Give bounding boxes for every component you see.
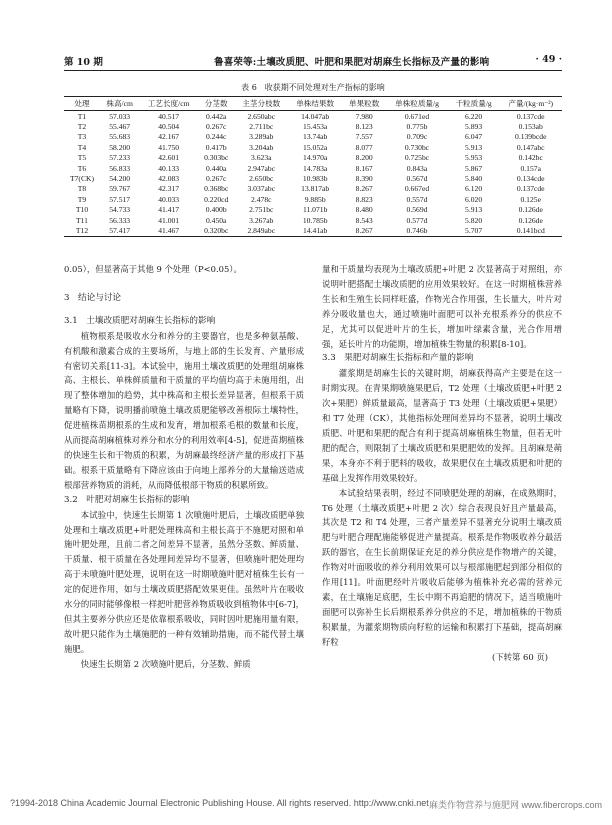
table-cell: 0.244c [205,132,227,142]
table-cell: 40.033 [158,194,180,204]
table-cell: 40.517 [158,111,180,121]
table-cell: T4 [77,142,87,152]
table-cell: 0.267c [205,174,227,184]
table-cell: 0.843a [406,163,428,173]
table-cell: 2.947abc [247,163,276,173]
table-cell: 5.867 [465,163,483,173]
column-header: 主茎分枝数 [234,97,288,111]
table-cell: 54.733 [109,205,131,215]
table-cell: 5.820 [465,215,483,225]
section-heading: 3 结论与讨论 [64,292,122,303]
table-cell: 42.317 [158,184,180,194]
table-row [64,121,562,131]
table-cell: 8.267 [355,184,373,194]
table-row [64,142,562,152]
table-cell: 10.785b [302,215,328,225]
table-cell: 2.650abc [247,111,276,121]
watermark-text: 麻类作物营养与施肥网 www.fibercrops.com [428,800,602,810]
table-cell: T10 [75,205,89,215]
column-header: 千粒质量/g [448,97,500,111]
table-cell: 13.74ab [303,132,328,142]
table-cell: 11.071b [302,205,328,215]
column-header: 工艺长度/cm [139,97,198,111]
table-cell: 40.504 [158,122,180,132]
table-cell: 6.020 [465,194,483,204]
table-row [64,225,562,236]
paragraph: 快速生长期第 2 次喷施叶肥后，分茎数、鲜质 [80,658,251,669]
table-cell: 3.267ab [249,215,274,225]
table-cell: 0.567d [406,174,428,184]
right-column [322,262,562,664]
table-cell: 15.453a [303,122,328,132]
page-footer [10,798,602,808]
table-cell: T2 [77,122,87,132]
table-cell: 0.577d [406,215,428,225]
table-cell: 0.746b [386,225,447,236]
table-row [64,184,562,194]
table-cell: 0.320bc [198,225,234,236]
table-row [64,153,562,163]
table-cell: 40.133 [158,163,180,173]
table-cell: 2.751bc [249,205,274,215]
table-cell: 42.601 [158,153,180,163]
table-cell: T3 [77,132,87,142]
table-cell: 0.450a [205,215,227,225]
table-cell: 5.840 [465,174,483,184]
column-header: 株高/cm [100,97,139,111]
table-header-row [64,97,562,111]
table-cell: 14.047ab [301,111,330,121]
column-header: 分茎数 [198,97,234,111]
table-cell: 0.400b [205,205,227,215]
table-cell: 0.709c [406,132,428,142]
table-cell: 9.885b [304,194,326,204]
table-cell: 8.823 [355,194,373,204]
table-cell: 3.289ab [249,132,274,142]
table-cell: 2.711bc [249,122,274,132]
column-header: 单株粒质量/g [386,97,447,111]
table-cell: 7.980 [355,111,373,121]
table-cell: 5.893 [465,122,483,132]
table-cell: 41.417 [158,205,180,215]
table-cell: 8.167 [355,163,373,173]
table-cell: 0.442a [205,111,227,121]
table-cell: 0.137cde [516,111,545,121]
table-cell: 0.730bc [404,142,430,152]
table-cell: 13.817ab [301,184,330,194]
subsection-heading: 3.3 果肥对胡麻生长指标和产量的影响 [322,353,474,364]
table-cell: 10.983b [302,174,328,184]
table-row [64,215,562,225]
table-cell: 0.142bc [518,153,543,163]
table-cell: 57.517 [109,194,131,204]
table-cell: 14.783a [303,163,328,173]
paragraph: 植物根系是吸收水分和养分的主要器官，也是多种氨基酸、有机酸和激素合成的主要场所，与地上部的生长发育、产量形成有密切关系[11-3]。本试验中，施用土壤改质肥的处理组胡麻株高、主根长、单株鲜质量和干质量的平均值均高于未施用组，出现了整体增加的趋势，其中株高和主根长差异显著，但根系干质量略有下降，说明播前喷施土壤改质肥能够改善根际土壤特性，促进植株苗期根系的生成和发育，增加根系毛根的数量和长度，从而提高胡麻植株对养分和水分的利用效率[4-5]，促进苗期植株的快速生长和干物质的积累，为胡麻最终经济产量的形成打下基础。根系干质量略有下降应该由于向地上部养分的大量输送造成根部营养物质的消耗，从而降低根部干物质的积累所致。 [64,330,304,490]
table-cell: 57.233 [109,153,131,163]
table-cell: 55.467 [109,122,131,132]
table-row [64,173,562,183]
table-cell: 41.001 [158,215,180,225]
table-cell: 6.120 [465,184,483,194]
table-cell: 55.683 [109,132,131,142]
running-title: 鲁喜荣等:土壤改质肥、叶肥和果肥对胡麻生长指标及产量的影响 [214,57,490,68]
table-cell: 58.200 [109,142,131,152]
continuation-note: (下转第 60 页) [491,651,548,662]
table-cell: 5.707 [448,225,500,236]
table-cell: 0.153ab [518,122,543,132]
table-cell: 0.368bc [204,184,229,194]
table-row [64,205,562,215]
table-cell: 2.478c [251,194,272,204]
table-cell: 56.333 [109,215,131,225]
table-cell: 14.41ab [288,225,342,236]
table-cell: 5.913 [465,142,483,152]
table-cell: 3.037abc [247,184,276,194]
table-cell: 0.147abc [516,142,545,152]
table-cell: 8.267 [342,225,386,236]
table-cell: 42.167 [158,132,180,142]
table-row [64,132,562,142]
paragraph: 本试验结果表明，经过不同喷肥处理的胡麻，在成熟期时，T6 处理（土壤改质肥+叶肥 2 次）综合表现良好且产量最高，其次是 T2 和 T4 处理，三者产量差异不显著充分说明土壤改质肥与叶肥合理配施能够促进产量提高。根系是作物吸收养分最活跃的器官，在生长前期保证充足的养分供应是作物增产的关键，作物对叶面吸收的养分利用效果可以与根部施肥起到部分相似的作用[11]。叶面肥经叶片吸收后能够为植株补充必需的营养元素，在土壤施足底肥，生长中期不再追肥的情况下，适当喷施叶面肥可以弥补生长后期根系养分供应的不足，增加植株的干物质积累量，为灌浆期物质向籽粒的运输和积累打下基础，提高胡麻籽粒 [322,487,562,647]
page-number: · 49 · [535,54,562,65]
table-cell: 8.077 [355,142,373,152]
table-cell: 5.913 [465,205,483,215]
table-cell: 0.125e [520,194,541,204]
table-cell: 15.052a [303,142,328,152]
table-cell: 8.200 [355,153,373,163]
table-cell: 0.303bc [204,153,229,163]
table-cell: 8.480 [355,205,373,215]
table-cell: 0.134cde [516,174,545,184]
header-rule [64,70,562,71]
copyright-text: ?1994-2018 China Academic Journal Electronic Publishing House. All rights reserved. http://www.cnki.net [10,798,429,808]
table-cell: T11 [76,215,88,225]
table-cell: 59.767 [109,184,131,194]
table-cell: 41.467 [139,225,198,236]
results-table [64,96,562,237]
table-cell: 6.047 [465,132,483,142]
table-cell: 57.033 [109,111,131,121]
table-cell: 41.750 [158,142,180,152]
table-cell: 0.417b [205,142,227,152]
table-cell: 0.671ed [404,111,430,121]
table-cell: 56.833 [109,163,131,173]
table-cell: 0.220cd [204,194,229,204]
left-column [64,262,304,672]
table-cell: T7(CK) [69,174,95,184]
paragraph: 0.05），但显著高于其他 9 个处理（P<0.05）。 [64,264,242,274]
table-cell: 0.557d [406,194,428,204]
column-header: 产量/(kg·m⁻²) [499,97,562,111]
table-cell: 54.200 [109,174,131,184]
table-cell: 3.204ab [249,142,274,152]
table-cell: T6 [77,163,87,173]
table-cell: 3.623a [251,153,272,163]
table-cell: T9 [77,194,87,204]
table-cell: 0.157a [520,163,541,173]
table-row [64,163,562,173]
paragraph: 灌浆期是胡麻生长的关键时期，胡麻获得高产主要是在这一时期实现。在青果期喷施果肥后，T2 处理（土壤改质肥+叶肥 2 次+果肥）鲜质量最高，显著高于 T3 处理（土壤改质肥+果肥）和 T7 处理（CK），其他指标处理间差异均不显著，说明土壤改质肥、叶肥和果肥的配合有利于提高胡麻植株生物量，但若无叶肥的配合，则限制了土壤改质肥和果肥肥效的发挥。且胡麻是蒴果，本身亦不利于肥料的吸收，故果肥仅在土壤改质肥和叶肥的基础上发挥作用效果较好。 [322,368,562,483]
column-header: 单果粒数 [342,97,386,111]
paragraph: 本试验中，快速生长期第 1 次喷施叶肥后，土壤改质肥单独处理和土壤改质肥+叶肥处理株高和主根长高于不施肥对照和单施叶肥处理，且前二者之间差异不显著，虽然分茎数、鲜质量、干质量、根干质量在各处理间差异均不显著，但喷施叶肥处理均高于未喷施叶肥处理，说明在这一时期喷施叶肥对植株生长有一定的促进作用，如与土壤改质肥搭配效果更佳。虽然叶片在吸收水分的同时能够像根一样把叶肥营养物质吸收到植物体中[6-7]，但其主要养分供应还是依靠根系吸收，同时因叶肥施用量有限，故叶肥只能作为土壤施肥的一种有效辅助措施，而不能代替土壤施肥。 [64,509,304,654]
table-row [64,111,562,122]
subsection-heading: 3.1 土壤改质肥对胡麻生长指标的影响 [64,315,216,326]
table-cell: 0.725bc [404,153,430,163]
column-header: 单株结果数 [288,97,342,111]
paragraph: 量和干质量均表现为土壤改质肥+叶肥 2 次显著高于对照组，亦说明叶肥搭配土壤改质肥的应用效果较好。在这一时期植株营养生长和生殖生长同样旺盛，作物光合作用强，生长量大，叶片对养分吸收量也大，通过喷施叶面肥可以补充根系养分的供应不足，尤其可以促进叶片的生长，增加叶绿素含量，光合作用增强，延长叶片的功能期，增加植株生物量的积累[8-10]。 [322,264,562,349]
table-cell: 2.849abc [234,225,288,236]
table-cell: 42.083 [158,174,180,184]
table-cell: 0.440a [205,163,227,173]
table-cell: 7.557 [355,132,373,142]
table-cell: 0.137cde [516,184,545,194]
issue-number: 第 10 期 [64,57,103,68]
table-cell: 0.569d [406,205,428,215]
table-cell: 5.953 [465,153,483,163]
table-cell: T8 [77,184,87,194]
table-cell: 0.139bcde [515,132,547,142]
table-cell: T12 [64,225,100,236]
table-cell: 8.390 [355,174,373,184]
table-cell: 57.417 [100,225,139,236]
table-cell: 0.667ed [404,184,430,194]
table-cell: T5 [77,153,87,163]
table-cell: 14.970a [303,153,328,163]
table-caption: 表 6 收获期不同处理对生产指标的影响 [241,83,385,92]
table-cell: 0.267c [205,122,227,132]
table-cell: 0.126de [518,205,543,215]
table-cell: T1 [77,111,87,121]
table-cell: 8.543 [355,215,373,225]
table-cell: 8.123 [355,122,373,132]
table-cell: 2.650bc [249,174,274,184]
table-row [64,194,562,204]
table-cell: 6.220 [465,111,483,121]
page-header [64,52,562,70]
subsection-heading: 3.2 叶肥对胡麻生长指标的影响 [64,494,190,505]
table-cell: 0.141bcd [499,225,562,236]
table-cell: 0.775b [406,122,428,132]
table-cell: 0.126de [518,215,543,225]
column-header: 处理 [64,97,100,111]
